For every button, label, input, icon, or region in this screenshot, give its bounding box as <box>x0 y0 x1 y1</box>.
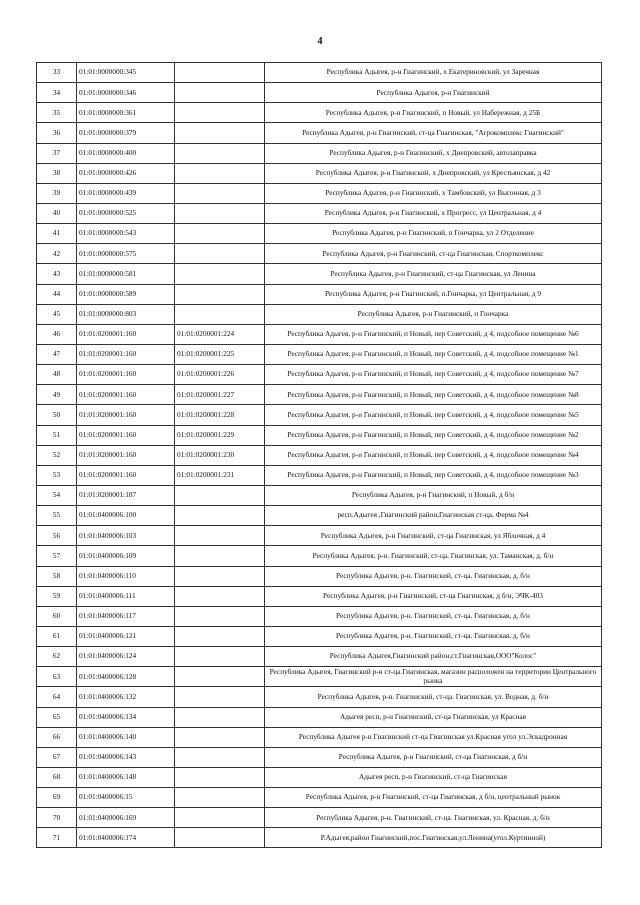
sub-cadastral-number-cell: 01:01:0200001:225 <box>175 344 265 364</box>
table-row <box>37 526 602 546</box>
sub-cadastral-number-cell: 01:01:0200001:229 <box>175 425 265 445</box>
row-number-cell: 59 <box>37 586 77 606</box>
cadastral-number-cell: 01:01:0200001:160 <box>77 465 175 485</box>
sub-cadastral-number-cell <box>175 687 265 707</box>
cadastral-number-cell: 01:01:0200001:160 <box>77 385 175 405</box>
address-cell: Республика Адыгея, р-н Гиагинский, п Новый, пер Советский, д 4, подсобное помещение №2 <box>265 425 602 445</box>
table-row <box>37 324 602 344</box>
cadastral-number-cell: 01:01:0400006:169 <box>77 808 175 828</box>
table-row <box>37 103 602 123</box>
row-number-cell: 33 <box>37 63 77 83</box>
row-number-cell: 56 <box>37 526 77 546</box>
cadastral-number-cell: 01:01:0000000:803 <box>77 304 175 324</box>
address-cell: Республика Адыгея, р-н Гиагинский, п.Гончарка, ул Центральная, д 9 <box>265 284 602 304</box>
address-cell: Республика Адыгея, р-н Гиагинский, ст-ца Гиагинская, Спорткомплекс <box>265 244 602 264</box>
sub-cadastral-number-cell <box>175 546 265 566</box>
row-number-cell: 39 <box>37 183 77 203</box>
row-number-cell: 60 <box>37 606 77 626</box>
address-cell: Республика Адыгея, р-н Гиагинский, п Новый, пер Советский, д 4, подсобное помещение №1 <box>265 344 602 364</box>
address-cell: Республика Адыгея, р-н Гиагинский, п Новый, пер Советский, д 4, подсобное помещение №4 <box>265 445 602 465</box>
sub-cadastral-number-cell: 01:01:0200001:224 <box>175 324 265 344</box>
table-row <box>37 506 602 526</box>
page-number: 4 <box>317 36 323 47</box>
table-row <box>37 203 602 223</box>
address-cell: респ.Адыгея ,Гиагинский район,Гиагинская ст-ца, Ферма №4 <box>265 506 602 526</box>
table-row <box>37 264 602 284</box>
row-number-cell: 51 <box>37 425 77 445</box>
sub-cadastral-number-cell <box>175 103 265 123</box>
table-row <box>37 626 602 646</box>
cadastral-number-cell: 01:01:0400006:109 <box>77 546 175 566</box>
cadastral-number-cell: 01:01:0000000:400 <box>77 143 175 163</box>
sub-cadastral-number-cell <box>175 707 265 727</box>
address-cell: Республика Адыгея, Гиагинский р-н ст-ца.Гиагинская, магазин расположен на территории Центрального рынка <box>265 667 602 687</box>
row-number-cell: 52 <box>37 445 77 465</box>
sub-cadastral-number-cell <box>175 63 265 83</box>
address-cell: Республика Адыгея р-н Гиагинский ст-ца Гиагинская ул.Красная угол ул.Эскадронная <box>265 727 602 747</box>
sub-cadastral-number-cell <box>175 123 265 143</box>
sub-cadastral-number-cell <box>175 526 265 546</box>
table-row <box>37 183 602 203</box>
address-cell: Республика Адыгея, р-н Гиагинский, ст-ца Гиагинская, д б/н <box>265 747 602 767</box>
table-row <box>37 143 602 163</box>
address-cell: Республика Адыгея, р-н Гиагинский, п Новый, пер Советский, д 4, подсобное помещение №8 <box>265 385 602 405</box>
cadastral-number-cell: 01:01:0200001:160 <box>77 344 175 364</box>
table-row <box>37 828 602 848</box>
row-number-cell: 41 <box>37 224 77 244</box>
cadastral-number-cell: 01:01:0400006:111 <box>77 586 175 606</box>
address-cell: Республика Адыгея, р-н Гиагинский, ст-ца Гиагинская, д б/н, центральный рынок <box>265 788 602 808</box>
sub-cadastral-number-cell <box>175 203 265 223</box>
table-row <box>37 687 602 707</box>
row-number-cell: 66 <box>37 727 77 747</box>
sub-cadastral-number-cell: 01:01:0200001:227 <box>175 385 265 405</box>
table-row <box>37 304 602 324</box>
address-cell: Республика Адыгея, р-н Гиагинский, х Днепровский, ул Крестьянская, д 42 <box>265 163 602 183</box>
cadastral-number-cell: 01:01:0200001:160 <box>77 405 175 425</box>
row-number-cell: 37 <box>37 143 77 163</box>
sub-cadastral-number-cell <box>175 647 265 667</box>
sub-cadastral-number-cell <box>175 788 265 808</box>
table-row <box>37 365 602 385</box>
sub-cadastral-number-cell <box>175 485 265 505</box>
row-number-cell: 44 <box>37 284 77 304</box>
table-row <box>37 284 602 304</box>
cadastral-number-cell: 01:01:0400006:132 <box>77 687 175 707</box>
table-row <box>37 647 602 667</box>
sub-cadastral-number-cell <box>175 163 265 183</box>
table-row <box>37 586 602 606</box>
row-number-cell: 53 <box>37 465 77 485</box>
row-number-cell: 49 <box>37 385 77 405</box>
address-cell: Адыгея респ, р-н Гиагинский, ст-ца Гиагинская, ул Красная <box>265 707 602 727</box>
sub-cadastral-number-cell <box>175 808 265 828</box>
cadastral-number-cell: 01:01:0400006:143 <box>77 747 175 767</box>
sub-cadastral-number-cell <box>175 767 265 787</box>
address-cell: Республика Адыгея, р-н Гиагинский, п Новый, пер Советский, д 4, подсобное помещение №3 <box>265 465 602 485</box>
cadastral-number-cell: 01:01:0000000:379 <box>77 123 175 143</box>
cadastral-number-cell: 01:01:0400006:174 <box>77 828 175 848</box>
address-cell: Республика Адыгея, р-н Гиагинский, ст-ца Гиагинская, "Агрокомплекс Гиагинский" <box>265 123 602 143</box>
table-row <box>37 405 602 425</box>
row-number-cell: 46 <box>37 324 77 344</box>
sub-cadastral-number-cell: 01:01:0200001:230 <box>175 445 265 465</box>
cadastral-number-cell: 01:01:0000000:581 <box>77 264 175 284</box>
table-row <box>37 485 602 505</box>
row-number-cell: 68 <box>37 767 77 787</box>
cadastral-number-cell: 01:01:0000000:345 <box>77 63 175 83</box>
table-row <box>37 566 602 586</box>
address-cell: Республика Адыгея, р-н Гиагинский, п Новый, пер Советский, д 4, подсобное помещение №6 <box>265 324 602 344</box>
table-row <box>37 163 602 183</box>
row-number-cell: 67 <box>37 747 77 767</box>
row-number-cell: 64 <box>37 687 77 707</box>
table-row <box>37 63 602 83</box>
address-cell: Республика Адыгея, р-н Гиагинский, х Екатериновский, ул Заречная <box>265 63 602 83</box>
address-cell: Республика Адыгея, р-н Гиагинский, п Новый, пер Советский, д 4, подсобное помещение №7 <box>265 365 602 385</box>
table-row <box>37 667 602 687</box>
table-row <box>37 123 602 143</box>
cadastral-number-cell: 01:01:0000000:589 <box>77 284 175 304</box>
address-cell: Республика Адыгея, р-н. Гиагинский, ст-ца. Гиагинская, ул. Таманская, д. б/н <box>265 546 602 566</box>
address-cell: Республика Адыгея, р-н Гиагинский, х Днепровский, автозаправка <box>265 143 602 163</box>
sub-cadastral-number-cell <box>175 747 265 767</box>
sub-cadastral-number-cell <box>175 606 265 626</box>
table-row <box>37 707 602 727</box>
cadastral-number-cell: 01:01:0400006:121 <box>77 626 175 646</box>
row-number-cell: 35 <box>37 103 77 123</box>
cadastral-number-cell: 01:01:0200001:160 <box>77 324 175 344</box>
sub-cadastral-number-cell <box>175 183 265 203</box>
cadastral-number-cell: 01:01:0200001:160 <box>77 425 175 445</box>
cadastral-number-cell: 01:01:0000000:426 <box>77 163 175 183</box>
address-cell: Республика Адыгея, р-н Гиагинский, п Гончарка <box>265 304 602 324</box>
table-row <box>37 244 602 264</box>
address-cell: Республика Адыгея, р-н Гиагинский, х Прогресс, ул Центральная, д 4 <box>265 203 602 223</box>
row-number-cell: 65 <box>37 707 77 727</box>
address-cell: Республика Адыгея,Гиагинский район,ст.Гиагинская,ООО"Колос" <box>265 647 602 667</box>
cadastral-number-cell: 01:01:0200001:160 <box>77 445 175 465</box>
address-cell: Республика Адыгея, р-н Гиагинский, ст-ца Гиагинская, д б/н, ЭЧК-403 <box>265 586 602 606</box>
cadastral-number-cell: 01:01:0400006:103 <box>77 526 175 546</box>
row-number-cell: 69 <box>37 788 77 808</box>
row-number-cell: 36 <box>37 123 77 143</box>
sub-cadastral-number-cell <box>175 224 265 244</box>
table-row <box>37 465 602 485</box>
row-number-cell: 70 <box>37 808 77 828</box>
table-row <box>37 385 602 405</box>
address-cell: Республика Адыгея, р-н Гиагинский, п Новый, пер Советский, д 4, подсобное помещение №5 <box>265 405 602 425</box>
row-number-cell: 55 <box>37 506 77 526</box>
row-number-cell: 71 <box>37 828 77 848</box>
table-row <box>37 747 602 767</box>
address-cell: Республика Адыгея, р-н Гиагинский, ст-ца Гиагинская, ул Ленина <box>265 264 602 284</box>
cadastral-number-cell: 01:01:0400006:124 <box>77 647 175 667</box>
address-cell: Республика Адыгея, р-н Гиагинский <box>265 83 602 103</box>
sub-cadastral-number-cell <box>175 284 265 304</box>
address-cell: Республика Адыгея, р-н Гиагинский, х Тамбовский, ул Выгонная, д 3 <box>265 183 602 203</box>
table-row <box>37 425 602 445</box>
row-number-cell: 50 <box>37 405 77 425</box>
registry-table-body <box>37 63 602 848</box>
cadastral-number-cell: 01:01:0400006:148 <box>77 767 175 787</box>
row-number-cell: 54 <box>37 485 77 505</box>
table-row <box>37 606 602 626</box>
address-cell: Р.Адыгея,район Гиагинский,пос.Гиагинская,ул.Ленина(угол.Куртинной) <box>265 828 602 848</box>
address-cell: Республика Адыгея, р-н. Гиагинский, ст-ца. Гиагинская, д. б/н <box>265 566 602 586</box>
table-row <box>37 83 602 103</box>
cadastral-number-cell: 01:01:0400006:128 <box>77 667 175 687</box>
registry-table <box>36 62 602 848</box>
cadastral-number-cell: 01:01:0400006:140 <box>77 727 175 747</box>
cadastral-number-cell: 01:01:0000000:575 <box>77 244 175 264</box>
address-cell: Республика Адыгея, р-н. Гиагинский, ст-ца. Гиагинская, ул. Водная, д. б/н <box>265 687 602 707</box>
row-number-cell: 58 <box>37 566 77 586</box>
table-row <box>37 788 602 808</box>
row-number-cell: 45 <box>37 304 77 324</box>
cadastral-number-cell: 01:01:0400006:110 <box>77 566 175 586</box>
sub-cadastral-number-cell <box>175 264 265 284</box>
sub-cadastral-number-cell <box>175 626 265 646</box>
sub-cadastral-number-cell <box>175 506 265 526</box>
cadastral-number-cell: 01:01:0400006:15 <box>77 788 175 808</box>
sub-cadastral-number-cell <box>175 727 265 747</box>
row-number-cell: 40 <box>37 203 77 223</box>
table-row <box>37 224 602 244</box>
address-cell: Республика Адыгея, р-н Гиагинский, ст-ца Гиагинская, ул Яблочная, д 4 <box>265 526 602 546</box>
row-number-cell: 47 <box>37 344 77 364</box>
sub-cadastral-number-cell: 01:01:0200001:228 <box>175 405 265 425</box>
sub-cadastral-number-cell <box>175 586 265 606</box>
sub-cadastral-number-cell <box>175 667 265 687</box>
sub-cadastral-number-cell <box>175 143 265 163</box>
address-cell: Республика Адыгея, р-н. Гиагинский, ст-ца. Гиагинская, д. б/н <box>265 606 602 626</box>
sub-cadastral-number-cell: 01:01:0200001:231 <box>175 465 265 485</box>
sub-cadastral-number-cell <box>175 566 265 586</box>
sub-cadastral-number-cell <box>175 244 265 264</box>
cadastral-number-cell: 01:01:0000000:525 <box>77 203 175 223</box>
cadastral-number-cell: 01:01:0000000:439 <box>77 183 175 203</box>
row-number-cell: 43 <box>37 264 77 284</box>
table-row <box>37 727 602 747</box>
sub-cadastral-number-cell <box>175 304 265 324</box>
sub-cadastral-number-cell <box>175 83 265 103</box>
cadastral-number-cell: 01:01:0000000:361 <box>77 103 175 123</box>
cadastral-number-cell: 01:01:0400006:100 <box>77 506 175 526</box>
row-number-cell: 42 <box>37 244 77 264</box>
table-row <box>37 808 602 828</box>
cadastral-number-cell: 01:01:0400006:117 <box>77 606 175 626</box>
table-row <box>37 767 602 787</box>
cadastral-number-cell: 01:01:0200001:187 <box>77 485 175 505</box>
address-cell: Республика Адыгея, р-н. Гиагинский, ст-ца. Гиагинская, д. б/н <box>265 626 602 646</box>
address-cell: Адыгея респ, р-н Гиагинский, ст-ца Гиагинская <box>265 767 602 787</box>
address-cell: Республика Адыгея, р-н Гиагинский, п Новый, ул Набережная, д 25Б <box>265 103 602 123</box>
address-cell: Республика Адыгея, р-н. Гиагинский, ст-ца. Гиагинская, ул. Красная, д. б/н <box>265 808 602 828</box>
row-number-cell: 62 <box>37 647 77 667</box>
sub-cadastral-number-cell: 01:01:0200001:226 <box>175 365 265 385</box>
table-row <box>37 344 602 364</box>
cadastral-number-cell: 01:01:0000000:543 <box>77 224 175 244</box>
row-number-cell: 48 <box>37 365 77 385</box>
row-number-cell: 63 <box>37 667 77 687</box>
table-row <box>37 546 602 566</box>
address-cell: Республика Адыгея, р-н Гиагинский, п Новый, д б/н <box>265 485 602 505</box>
cadastral-number-cell: 01:01:0200001:160 <box>77 365 175 385</box>
address-cell: Республика Адыгея, р-н Гиагинский, п Гончарка, ул 2 Отделение <box>265 224 602 244</box>
row-number-cell: 34 <box>37 83 77 103</box>
cadastral-number-cell: 01:01:0400006:134 <box>77 707 175 727</box>
table-row <box>37 445 602 465</box>
row-number-cell: 61 <box>37 626 77 646</box>
row-number-cell: 38 <box>37 163 77 183</box>
row-number-cell: 57 <box>37 546 77 566</box>
cadastral-number-cell: 01:01:0000000:346 <box>77 83 175 103</box>
sub-cadastral-number-cell <box>175 828 265 848</box>
